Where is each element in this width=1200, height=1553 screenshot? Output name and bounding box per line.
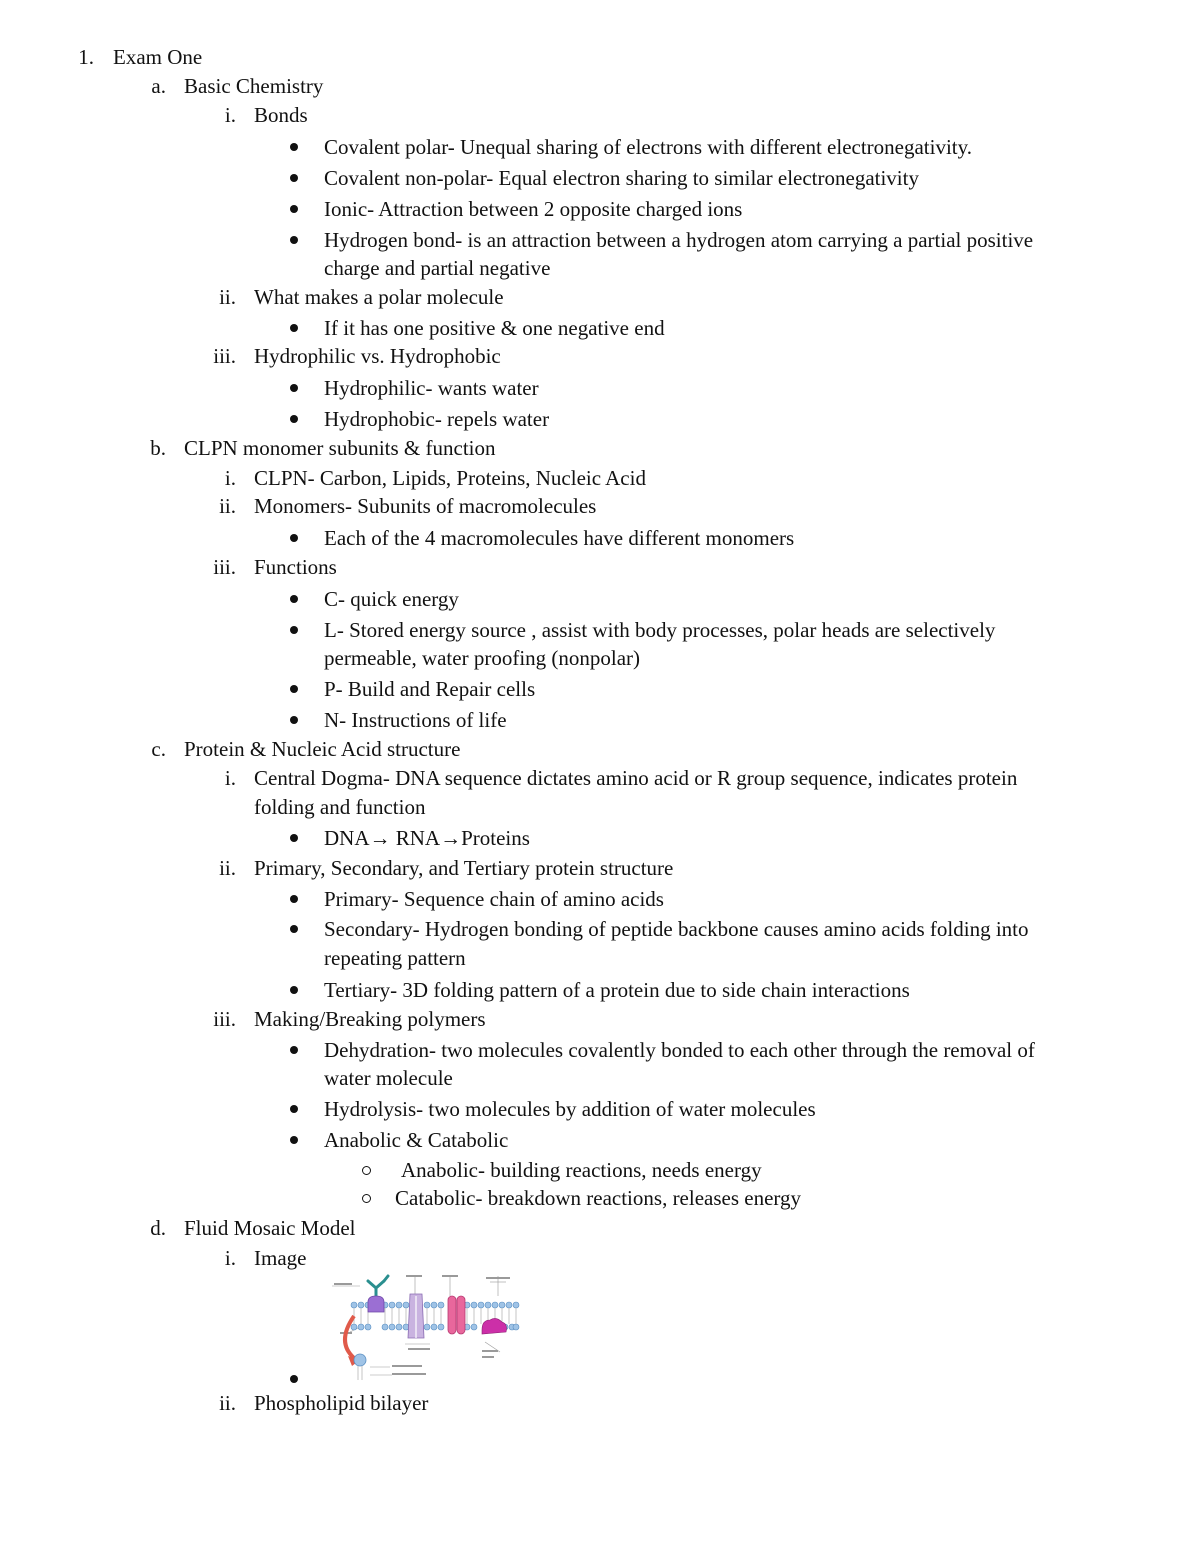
list-item: If it has one positive & one negative end [324, 316, 665, 340]
list-item: Hydrogen bond- is an attraction between a hydrogen atom carrying a partial positive [324, 228, 1034, 252]
subsection-central-dogma: Central Dogma- DNA sequence dictates amino acid or R group sequence, indicates protein [254, 766, 1018, 790]
subsection-image: Image [254, 1246, 307, 1270]
subsection-functions: Functions [254, 555, 337, 579]
list-item: Hydrophilic- wants water [324, 376, 539, 400]
outline-marker-b-ii: ii. [219, 494, 236, 518]
outline-marker-a: a. [151, 74, 166, 98]
list-item: Ionic- Attraction between 2 opposite charged ions [324, 197, 743, 221]
subsection-polymers: Making/Breaking polymers [254, 1007, 486, 1031]
heading-exam-one: Exam One [113, 45, 203, 69]
bullet-icon [290, 236, 298, 244]
outline-marker-1: 1. [78, 45, 94, 69]
outline-marker-c-ii: ii. [219, 856, 236, 880]
outline-marker-a-ii: ii. [219, 285, 236, 309]
subsection-bonds: Bonds [254, 103, 308, 127]
fluid-mosaic-diagram [330, 1272, 522, 1388]
list-item: N- Instructions of life [324, 708, 507, 732]
outline-marker-a-iii: iii. [213, 344, 236, 368]
sub-list-item: Catabolic- breakdown reactions, releases energy [395, 1186, 802, 1210]
bullet-icon [290, 895, 298, 903]
outline-marker-c-iii: iii. [213, 1007, 236, 1031]
list-item: Covalent polar- Unequal sharing of electrons with different electronegativity. [324, 135, 973, 159]
bullet-icon [290, 1136, 298, 1144]
list-item: Tertiary- 3D folding pattern of a protein due to side chain interactions [324, 978, 910, 1002]
bullet-icon [290, 324, 298, 332]
subsection-protein-structure: Primary, Secondary, and Tertiary protein structure [254, 856, 674, 880]
outline-marker-b: b. [150, 436, 166, 460]
subsection-phospholipid-bilayer: Phospholipid bilayer [254, 1391, 429, 1415]
section-basic-chemistry: Basic Chemistry [184, 74, 324, 98]
outline-marker-a-i: i. [224, 103, 236, 127]
list-item: L- Stored energy source , assist with body processes, polar heads are selectively [324, 618, 996, 642]
subsection-monomers: Monomers- Subunits of macromolecules [254, 494, 597, 518]
bullet-icon [290, 384, 298, 392]
bullet-icon [290, 534, 298, 542]
subsection-polar-molecule: What makes a polar molecule [254, 285, 504, 309]
section-fluid-mosaic: Fluid Mosaic Model [184, 1216, 356, 1240]
bullet-icon [290, 143, 298, 151]
bullet-icon [290, 986, 298, 994]
list-item: Dehydration- two molecules covalently bonded to each other through the removal of [324, 1038, 1035, 1062]
list-item: Covalent non-polar- Equal electron sharing to similar electronegativity [324, 166, 919, 190]
outline-marker-b-i: i. [224, 466, 236, 490]
list-item: Primary- Sequence chain of amino acids [324, 887, 664, 911]
outline-marker-c-i: i. [224, 766, 236, 790]
list-item: C- quick energy [324, 587, 459, 611]
outline-marker-d: d. [150, 1216, 166, 1240]
bullet-icon [290, 685, 298, 693]
circle-bullet-icon [362, 1166, 371, 1175]
bullet-icon [290, 595, 298, 603]
circle-bullet-icon [362, 1194, 371, 1203]
bullet-icon [290, 174, 298, 182]
subsection-hydrophilic: Hydrophilic vs. Hydrophobic [254, 344, 501, 368]
section-protein-nucleic: Protein & Nucleic Acid structure [184, 737, 461, 761]
list-item: Secondary- Hydrogen bonding of peptide backbone causes amino acids folding into [324, 917, 1029, 941]
list-item-continuation: charge and partial negative [324, 256, 551, 280]
bullet-icon [290, 1375, 298, 1383]
list-item-continuation: water molecule [324, 1066, 453, 1090]
bullet-icon [290, 205, 298, 213]
subsection-central-dogma-continuation: folding and function [254, 795, 426, 819]
bullet-icon [290, 716, 298, 724]
list-item: DNA→ RNA→Proteins [324, 826, 530, 850]
subsection-clpn-def: CLPN- Carbon, Lipids, Proteins, Nucleic Acid [254, 466, 646, 490]
list-item: Hydrolysis- two molecules by addition of water molecules [324, 1097, 816, 1121]
sub-list-item: Anabolic- building reactions, needs energy [401, 1158, 762, 1182]
outline-marker-c: c. [151, 737, 166, 761]
bullet-icon [290, 925, 298, 933]
list-item: Anabolic & Catabolic [324, 1128, 509, 1152]
bullet-icon [290, 1105, 298, 1113]
list-item-continuation: permeable, water proofing (nonpolar) [324, 646, 641, 670]
bullet-icon [290, 834, 298, 842]
list-item: Hydrophobic- repels water [324, 407, 550, 431]
outline-marker-d-i: i. [224, 1246, 236, 1270]
list-item: P- Build and Repair cells [324, 677, 536, 701]
list-item: Each of the 4 macromolecules have different monomers [324, 526, 795, 550]
bullet-icon [290, 626, 298, 634]
outline-marker-d-ii: ii. [219, 1391, 236, 1415]
section-clpn: CLPN monomer subunits & function [184, 436, 496, 460]
list-item-continuation: repeating pattern [324, 946, 466, 970]
outline-marker-b-iii: iii. [213, 555, 236, 579]
bullet-icon [290, 415, 298, 423]
bullet-icon [290, 1046, 298, 1054]
